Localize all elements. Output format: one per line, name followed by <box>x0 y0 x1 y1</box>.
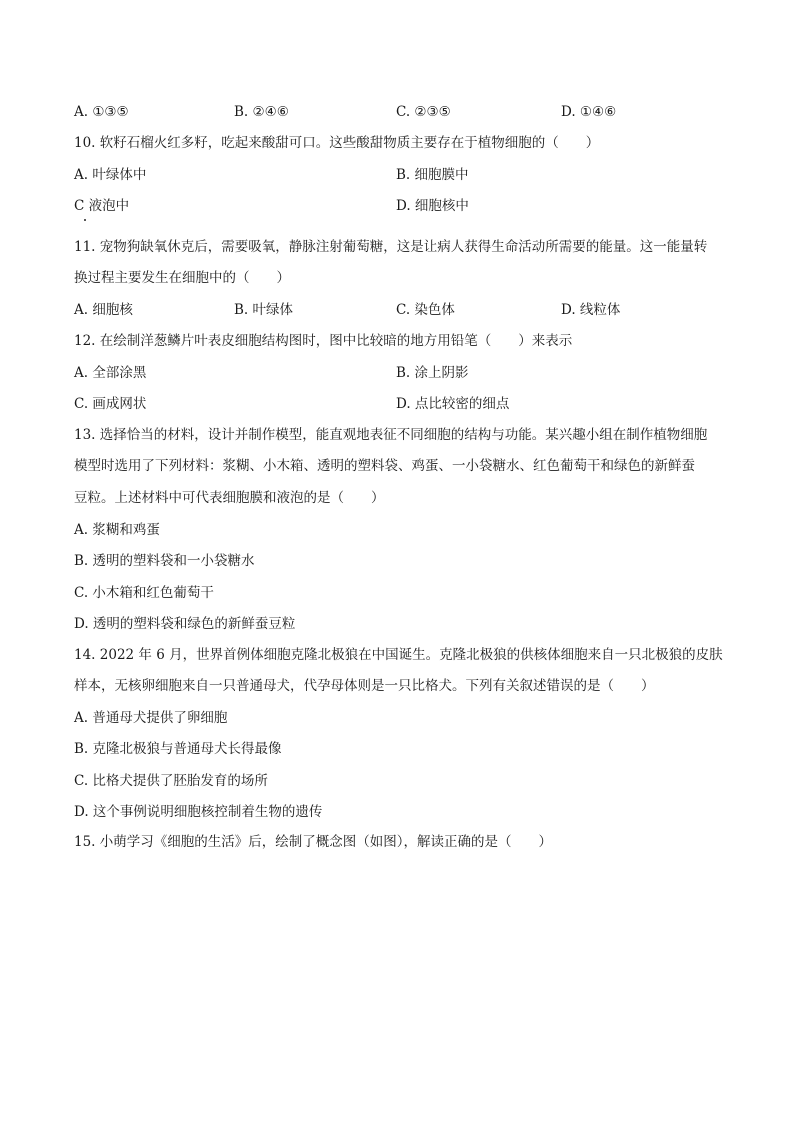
q13-stem-line-3: 豆粒。上述材料中可代表细胞膜和液泡的是（ ） <box>74 490 385 506</box>
q10-option-d[interactable]: D. 细胞核中 <box>396 198 469 214</box>
q13-option-d[interactable]: D. 透明的塑料袋和绿色的新鲜蚕豆粒 <box>74 616 296 632</box>
q13-stem-line-2: 模型时选用了下列材料：浆糊、小木箱、透明的塑料袋、鸡蛋、一小袋糖水、红色葡萄干和绿色的新鲜蚕 <box>74 458 695 474</box>
q11-option-a[interactable]: A. 细胞核 <box>74 302 133 318</box>
q12-option-b[interactable]: B. 涂上阴影 <box>396 365 469 381</box>
q12-option-d[interactable]: D. 点比较密的细点 <box>396 396 510 412</box>
q9-option-c[interactable]: C. ②③⑤ <box>396 104 451 120</box>
q10-option-b[interactable]: B. 细胞膜中 <box>396 167 469 183</box>
q12-option-a[interactable]: A. 全部涂黑 <box>74 365 147 381</box>
q14-option-b[interactable]: B. 克隆北极狼与普通母犬长得最像 <box>74 741 282 757</box>
q10-stem: 10. 软籽石榴火红多籽，吃起来酸甜可口。这些酸甜物质主要存在于植物细胞的（ ） <box>74 135 600 151</box>
q11-stem-line-2: 换过程主要发生在细胞中的（ ） <box>74 270 290 286</box>
q10-option-a[interactable]: A. 叶绿体中 <box>74 167 147 183</box>
q13-option-b[interactable]: B. 透明的塑料袋和一小袋糖水 <box>74 553 255 569</box>
q10-option-c[interactable]: C 液泡中 <box>74 198 130 214</box>
q14-stem-line-2: 样本，无核卵细胞来自一只普通母犬，代孕母体则是一只比格犬。下列有关叙述错误的是（ ） <box>74 678 655 694</box>
q9-option-d[interactable]: D. ①④⑥ <box>561 104 617 120</box>
q14-option-c[interactable]: C. 比格犬提供了胚胎发育的场所 <box>74 773 268 789</box>
q11-option-d[interactable]: D. 线粒体 <box>561 302 621 318</box>
q13-stem-line-1: 13. 选择恰当的材料，设计并制作模型，能直观地表征不同细胞的结构与功能。某兴趣小组在制作植物细胞 <box>74 427 708 443</box>
q11-option-c[interactable]: C. 染色体 <box>396 302 455 318</box>
q14-option-d[interactable]: D. 这个事例说明细胞核控制着生物的遗传 <box>74 804 323 820</box>
q9-option-a[interactable]: A. ①③⑤ <box>74 104 129 120</box>
q11-stem-line-1: 11. 宠物狗缺氧休克后，需要吸氧，静脉注射葡萄糖，这是让病人获得生命活动所需要的能量。这一能量转 <box>74 239 708 255</box>
q11-option-b[interactable]: B. 叶绿体 <box>234 302 294 318</box>
q13-option-c[interactable]: C. 小木箱和红色葡萄干 <box>74 585 214 601</box>
q14-option-a[interactable]: A. 普通母犬提供了卵细胞 <box>74 710 228 726</box>
q12-option-c[interactable]: C. 画成网状 <box>74 396 147 412</box>
q12-stem: 12. 在绘制洋葱鳞片叶表皮细胞结构图时，图中比较暗的地方用铅笔（ ）来表示 <box>74 333 573 349</box>
stray-dot-mark <box>84 219 86 221</box>
q15-stem: 15. 小萌学习《细胞的生活》后，绘制了概念图（如图），解读正确的是（ ） <box>74 834 553 850</box>
q14-stem-line-1: 14. 2022 年 6 月，世界首例体细胞克隆北极狼在中国诞生。克隆北极狼的供核体细胞来自一只北极狼的皮肤 <box>74 647 723 663</box>
q13-option-a[interactable]: A. 浆糊和鸡蛋 <box>74 522 160 538</box>
q9-option-b[interactable]: B. ②④⑥ <box>234 104 289 120</box>
